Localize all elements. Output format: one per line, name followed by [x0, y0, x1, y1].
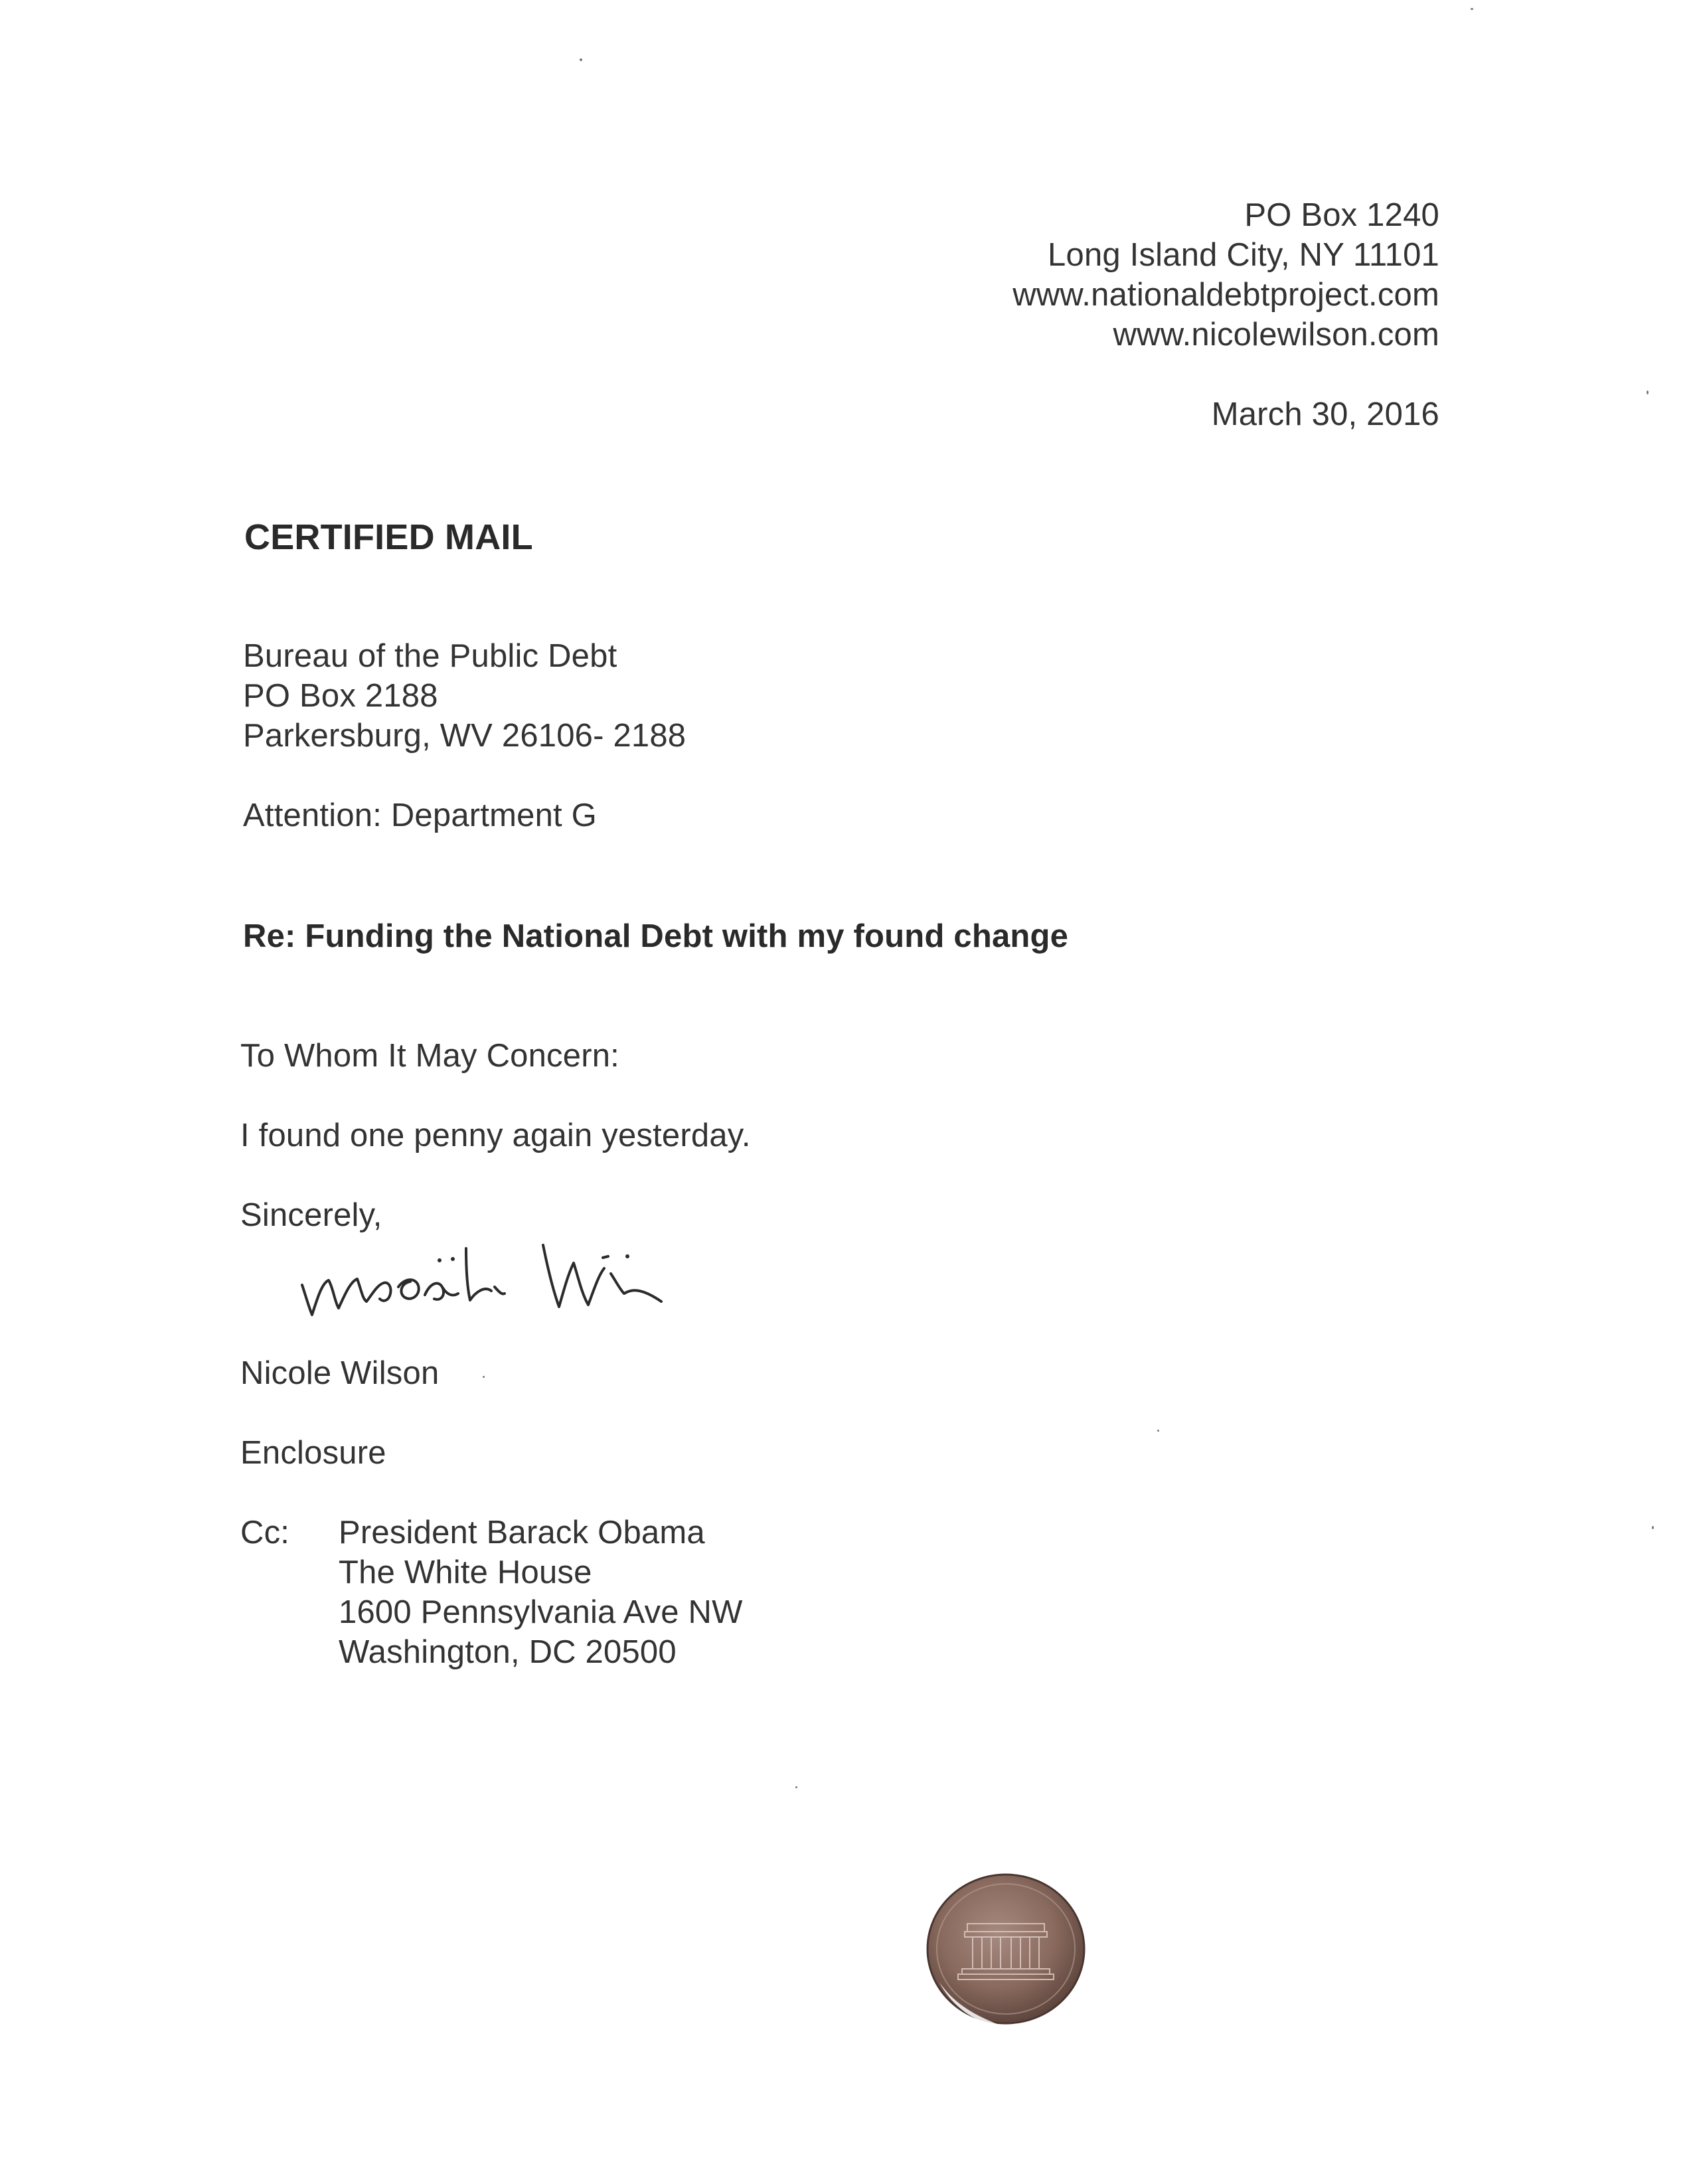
- return-address-website-2: www.nicolewilson.com: [1113, 317, 1439, 353]
- enclosure-note: Enclosure: [240, 1435, 386, 1471]
- scan-speck: [580, 58, 582, 61]
- closing: Sincerely,: [240, 1197, 382, 1233]
- recipient-line-3: Parkersburg, WV 26106- 2188: [243, 718, 686, 754]
- cc-line-2: The White House: [339, 1554, 592, 1590]
- delivery-method: CERTIFIED MAIL: [244, 517, 533, 557]
- salutation: To Whom It May Concern:: [240, 1038, 619, 1074]
- cc-line-4: Washington, DC 20500: [339, 1634, 677, 1670]
- return-address-line-2: Long Island City, NY 11101: [1048, 237, 1439, 273]
- subject-line: Re: Funding the National Debt with my found change: [243, 918, 1069, 954]
- return-address-website-1: www.nationaldebtproject.com: [1012, 277, 1439, 313]
- sender-name: Nicole Wilson: [240, 1355, 440, 1391]
- scan-speck: [1157, 1430, 1159, 1432]
- letter-date: March 30, 2016: [1211, 396, 1439, 432]
- attention-line: Attention: Department G: [243, 798, 597, 833]
- scan-speck: [483, 1376, 485, 1378]
- recipient-line-1: Bureau of the Public Debt: [243, 638, 617, 674]
- letter-body: I found one penny again yesterday.: [240, 1118, 751, 1153]
- handwritten-signature-icon: [292, 1209, 690, 1341]
- scan-speck: [1647, 390, 1649, 394]
- return-address-line-1: PO Box 1240: [1244, 197, 1439, 233]
- scan-speck: [1471, 8, 1473, 10]
- scan-speck: [1652, 1526, 1654, 1529]
- cc-label: Cc:: [240, 1515, 290, 1551]
- penny-coin-icon: [926, 1869, 1086, 2029]
- scan-speck: [795, 1786, 797, 1788]
- recipient-line-2: PO Box 2188: [243, 678, 438, 714]
- cc-line-1: President Barack Obama: [339, 1515, 705, 1551]
- cc-line-3: 1600 Pennsylvania Ave NW: [339, 1594, 743, 1630]
